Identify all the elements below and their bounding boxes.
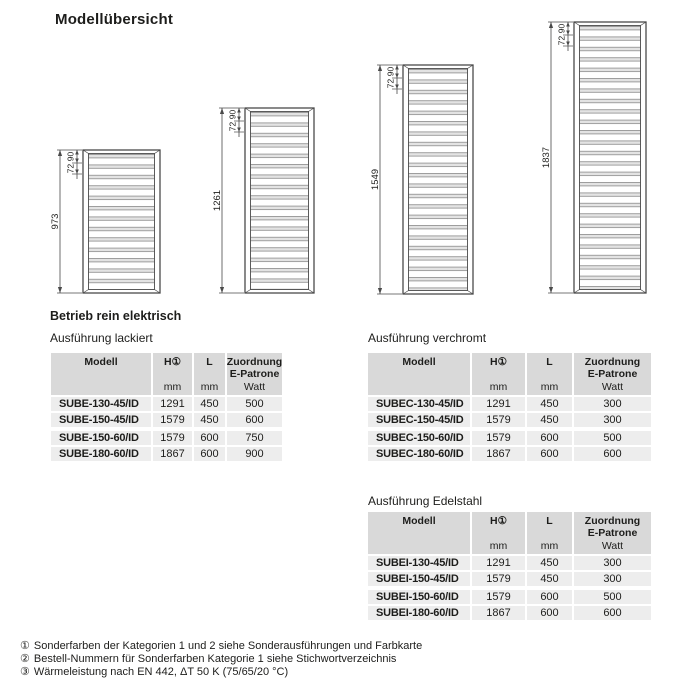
value-cell: 1579 [153,413,192,427]
value-cell: 600 [527,606,572,620]
radiator-drawing-svg [538,18,649,298]
column-header [527,512,572,554]
column-header-label: Modell [84,356,118,368]
table-row [51,397,282,411]
table-title-lackiert: Ausführung lackiert [50,331,153,345]
column-header-label: Zuordnung [584,515,641,527]
footnote-2-marker: ② [20,653,30,665]
model-cell: SUBEI-150-45/ID [368,572,470,586]
table-ausfuehrung-lackiert [51,353,282,461]
dim-mid-72: 72 [556,35,567,46]
radiator-drawing-1837 [538,18,649,303]
column-unit: mm [200,381,219,393]
radiator-drawing-1261 [209,104,317,303]
model-cell: SUBEC-150-45/ID [368,413,470,427]
value-cell: 1579 [472,431,525,445]
column-header-label: L [206,356,213,368]
column-header [574,353,651,395]
table-header-row [368,512,651,554]
column-header-label: E-Patrone [587,368,638,380]
value-cell: 1867 [472,447,525,461]
value-cell: 300 [574,572,651,586]
column-header [368,512,470,554]
model-cell: SUBEI-180-60/ID [368,606,470,620]
value-cell: 600 [574,447,651,461]
column-header [153,353,192,395]
column-unit: Watt [601,381,624,393]
value-cell: 450 [527,556,572,570]
column-header-label: Zuordnung [584,356,641,368]
model-cell: SUBE-180-60/ID [51,447,151,461]
column-header-label: H① [490,356,507,368]
dim-total-height: 1549 [370,168,381,191]
table-title-verchromt: Ausführung verchromt [368,331,487,345]
footnote-3-text: Wärmeleistung nach EN 442, ΔT 50 K (75/65/20 °C) [33,666,289,678]
table-header-row [51,353,282,395]
column-unit: mm [489,540,508,552]
footnote-3 [20,666,422,679]
dim-mid-72: 72 [385,78,396,89]
value-cell: 1291 [153,397,192,411]
radiator-drawing-svg [367,61,476,299]
value-cell: 600 [194,447,225,461]
dim-total-height: 1837 [541,146,552,169]
footnote-2-text: Bestell-Nummern für Sonderfarben Kategorie 1 siehe Stichwortverzeichnis [33,653,397,665]
footnote-1-marker: ① [20,640,30,652]
table-title-edelstahl: Ausführung Edelstahl [368,494,483,508]
value-cell: 1867 [472,606,525,620]
table-row [368,572,651,586]
column-header-label: Modell [402,515,436,527]
column-header-label: Modell [402,356,436,368]
model-cell: SUBEI-150-60/ID [368,590,470,604]
model-cell: SUBE-150-45/ID [51,413,151,427]
table-row [368,556,651,570]
value-cell: 450 [527,397,572,411]
column-header-label: E-Patrone [229,368,280,380]
table-row [368,590,651,604]
radiator-drawing-1549 [367,61,476,304]
value-cell: 500 [574,590,651,604]
dim-total-height: 973 [50,213,61,230]
value-cell: 600 [194,431,225,445]
table-row [368,447,651,461]
page-title: Modellübersicht [55,11,174,28]
column-header-label: Zuordnung [226,356,283,368]
table-ausfuehrung-edelstahl [368,512,651,620]
value-cell: 1867 [153,447,192,461]
footnote-1-text: Sonderfarben der Kategorien 1 und 2 siehe Sonderausführungen und Farbkarte [33,640,423,652]
value-cell: 450 [194,397,225,411]
value-cell: 1291 [472,556,525,570]
column-header [472,353,525,395]
value-cell: 300 [574,556,651,570]
model-cell: SUBE-130-45/ID [51,397,151,411]
table-row [368,431,651,445]
column-header [194,353,225,395]
dim-mid-72: 72 [227,121,238,132]
radiator-drawing-svg [209,104,317,298]
column-unit: Watt [243,381,266,393]
column-header [527,353,572,395]
value-cell: 600 [527,590,572,604]
table-row [368,606,651,620]
model-cell: SUBEC-130-45/ID [368,397,470,411]
table-ausfuehrung-verchromt [368,353,651,461]
column-unit: mm [163,381,182,393]
column-header-label: E-Patrone [587,527,638,539]
value-cell: 450 [527,413,572,427]
column-header-label: L [546,515,553,527]
column-unit: mm [540,540,559,552]
value-cell: 450 [527,572,572,586]
dim-top-90: 90 [385,66,396,77]
value-cell: 750 [227,431,282,445]
column-header [368,353,470,395]
model-cell: SUBEI-130-45/ID [368,556,470,570]
value-cell: 600 [574,606,651,620]
column-header-label: H① [490,515,507,527]
column-header-label: H① [164,356,181,368]
footnote-1 [20,640,422,653]
model-cell: SUBEC-180-60/ID [368,447,470,461]
column-unit: mm [489,381,508,393]
column-header [51,353,151,395]
value-cell: 300 [574,397,651,411]
value-cell: 500 [574,431,651,445]
footnote-2 [20,653,422,666]
value-cell: 1579 [472,413,525,427]
dim-top-90: 90 [556,23,567,34]
column-header [227,353,282,395]
value-cell: 1579 [153,431,192,445]
value-cell: 600 [527,447,572,461]
column-header-label: L [546,356,553,368]
table-row [368,397,651,411]
dim-total-height: 1261 [212,189,223,212]
dim-top-90: 90 [227,109,238,120]
footnotes [20,640,422,679]
value-cell: 500 [227,397,282,411]
model-cell: SUBEC-150-60/ID [368,431,470,445]
value-cell: 600 [527,431,572,445]
radiator-drawing-973 [47,146,163,303]
table-row [51,447,282,461]
radiator-drawing-svg [47,146,163,298]
value-cell: 1291 [472,397,525,411]
value-cell: 1579 [472,590,525,604]
value-cell: 600 [227,413,282,427]
dim-mid-72: 72 [65,163,76,174]
model-cell: SUBE-150-60/ID [51,431,151,445]
column-header [574,512,651,554]
column-unit: Watt [601,540,624,552]
column-header [472,512,525,554]
section-heading-electric: Betrieb rein elektrisch [50,309,182,323]
table-row [51,413,282,427]
value-cell: 450 [194,413,225,427]
value-cell: 300 [574,413,651,427]
value-cell: 1579 [472,572,525,586]
table-row [51,431,282,445]
table-row [368,413,651,427]
dim-top-90: 90 [65,151,76,162]
value-cell: 900 [227,447,282,461]
footnote-3-marker: ③ [20,666,30,678]
column-unit: mm [540,381,559,393]
table-header-row [368,353,651,395]
